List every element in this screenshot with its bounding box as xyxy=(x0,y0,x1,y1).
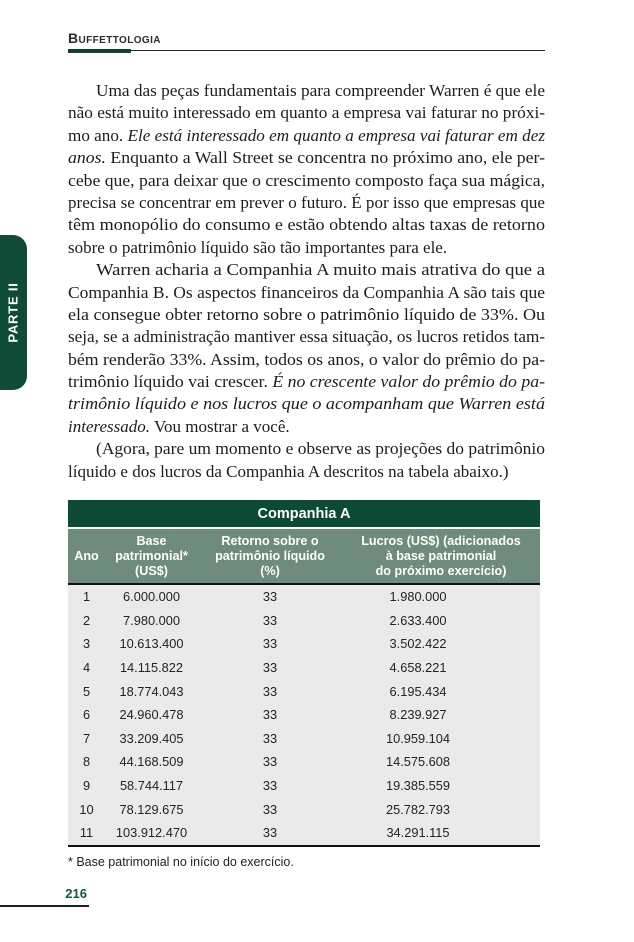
table-cell: 10.613.400 xyxy=(119,636,184,652)
table-cell: 1.980.000 xyxy=(389,589,447,605)
paragraph-line: Warren acharia a Companhia A muito mais atrativa do que a xyxy=(96,260,545,280)
book-title: Buffettologia xyxy=(68,30,161,46)
paragraph-line: Companhia B. Os aspectos financeiros da Companhia A são tais que xyxy=(68,282,545,302)
table-row xyxy=(68,656,540,680)
table-row xyxy=(68,609,540,633)
paragraph-line: seja, se a administração mantiver essa situação, os lucros retidos tam- xyxy=(68,327,545,347)
table-cell: 5 xyxy=(82,683,91,699)
table-row xyxy=(68,821,540,845)
page-number: 216 xyxy=(65,886,87,901)
table-cell: 11 xyxy=(79,825,94,841)
table-cell: 33.209.405 xyxy=(119,730,184,746)
table-cell: 33 xyxy=(262,636,278,652)
table-cell: 44.168.509 xyxy=(119,754,184,770)
table-cell: 103.912.470 xyxy=(115,825,188,841)
table-cell: 4.658.221 xyxy=(389,660,447,676)
table-row xyxy=(68,797,540,821)
running-head xyxy=(68,30,545,55)
table-cell: 33 xyxy=(262,683,278,699)
table-title: Companhia A xyxy=(68,500,540,527)
table-cell: 34.291.115 xyxy=(386,825,450,841)
table-cell: 33 xyxy=(262,612,278,628)
table-row xyxy=(68,632,540,656)
table-cell: 8 xyxy=(82,754,91,770)
table-header-cell: Ano xyxy=(74,548,99,563)
table-cell: 2 xyxy=(82,612,91,628)
table-cell: 33 xyxy=(262,801,278,817)
table-cell: 18.774.043 xyxy=(119,683,184,699)
companhia-a-table xyxy=(68,500,540,847)
paragraph-line: Uma das peças fundamentais para compreender Warren é que ele xyxy=(96,81,545,100)
table-cell: 10 xyxy=(79,801,94,817)
table-cell: 8.239.927 xyxy=(389,707,447,723)
paragraph-line: precisa se concentrar em prever o futuro. É por isso que empresas que xyxy=(68,192,545,212)
page-number-block xyxy=(0,885,89,907)
paragraph-line: trimônio líquido vai crescer. É no crescente valor do prêmio do pa- xyxy=(68,372,545,392)
table-header-cell: Base patrimonial* (US$) xyxy=(115,533,188,578)
table-cell: 58.744.117 xyxy=(119,778,184,794)
paragraph-line: ela consegue obter retorno sobre o patrimônio líquido de 33%. Ou xyxy=(68,304,545,324)
table-cell: 6 xyxy=(82,707,91,723)
table-cell: 3.502.422 xyxy=(389,636,447,652)
table-cell: 14.575.608 xyxy=(385,754,451,770)
table-cell: 25.782.793 xyxy=(385,801,451,817)
table-cell: 7 xyxy=(82,730,91,746)
paragraph-line: interessado. Vou mostrar a você. xyxy=(68,416,290,436)
table-row xyxy=(68,727,540,751)
body-text xyxy=(68,80,545,483)
table-body xyxy=(68,585,540,847)
table-header-row xyxy=(68,529,540,585)
paragraph-line: cebe que, para deixar que o crescimento composto faça sua mágica, xyxy=(68,170,545,190)
paragraph-line: mo ano. Ele está interessado em quanto a empresa vai faturar em dez xyxy=(68,125,546,145)
paragraph-line: anos. Enquanto a Wall Street se concentra no próximo ano, ele per- xyxy=(68,148,545,168)
table-cell: 33 xyxy=(262,825,278,841)
part-tab-label: PARTE II xyxy=(6,282,21,343)
table-cell: 33 xyxy=(262,730,278,746)
table-cell: 9 xyxy=(82,778,91,794)
table-footnote: * Base patrimonial no início do exercício. xyxy=(68,855,294,869)
paragraph-line: não está muito interessado em quanto a empresa vai faturar no próxi- xyxy=(68,103,545,123)
table-row xyxy=(68,679,540,703)
table-cell: 7.980.000 xyxy=(123,612,180,628)
table-cell: 33 xyxy=(262,754,278,770)
paragraph-line: sobre o patrimônio líquido são tão importantes para ele. xyxy=(68,237,448,257)
paragraph-line: trimônio líquido e nos lucros que o acompanham que Warren está xyxy=(68,394,545,414)
table-cell: 24.960.478 xyxy=(119,707,184,723)
table-cell: 10.959.104 xyxy=(385,730,451,746)
table-cell: 33 xyxy=(262,660,278,676)
table-header-cell: Lucros (US$) (adicionados à base patrimonial do próximo exercício) xyxy=(361,533,521,578)
paragraph-line: têm monopólio do consumo e estão obtendo altas taxas de retorno xyxy=(68,215,545,235)
table-cell: 4 xyxy=(82,660,91,676)
table-cell: 33 xyxy=(262,707,278,723)
table-header-cell: Retorno sobre o patrimônio líquido (%) xyxy=(215,533,325,578)
header-rule-line xyxy=(68,50,545,51)
part-tab xyxy=(0,235,27,390)
table-cell: 6.195.434 xyxy=(389,683,447,699)
table-cell: 2.633.400 xyxy=(389,612,447,628)
table-cell: 33 xyxy=(262,589,278,605)
table-row xyxy=(68,703,540,727)
table-cell: 19.385.559 xyxy=(385,778,451,794)
table-row xyxy=(68,585,540,609)
table-cell: 1 xyxy=(82,589,91,605)
header-rule xyxy=(68,49,545,55)
table-cell: 78.129.675 xyxy=(119,801,184,817)
table-cell: 3 xyxy=(82,636,91,652)
table-row xyxy=(68,750,540,774)
table-cell: 14.115.822 xyxy=(119,660,184,676)
paragraph-line: bém renderão 33%. Assim, todos os anos, o valor do prêmio do pa- xyxy=(68,349,545,369)
table-row xyxy=(68,774,540,798)
paragraph-line: líquido e dos lucros da Companhia A descritos na tabela abaixo.) xyxy=(68,461,509,481)
paragraph-line: (Agora, pare um momento e observe as projeções do patrimônio xyxy=(96,439,545,459)
table-cell: 33 xyxy=(262,778,278,794)
table-cell: 6.000.000 xyxy=(123,589,180,605)
